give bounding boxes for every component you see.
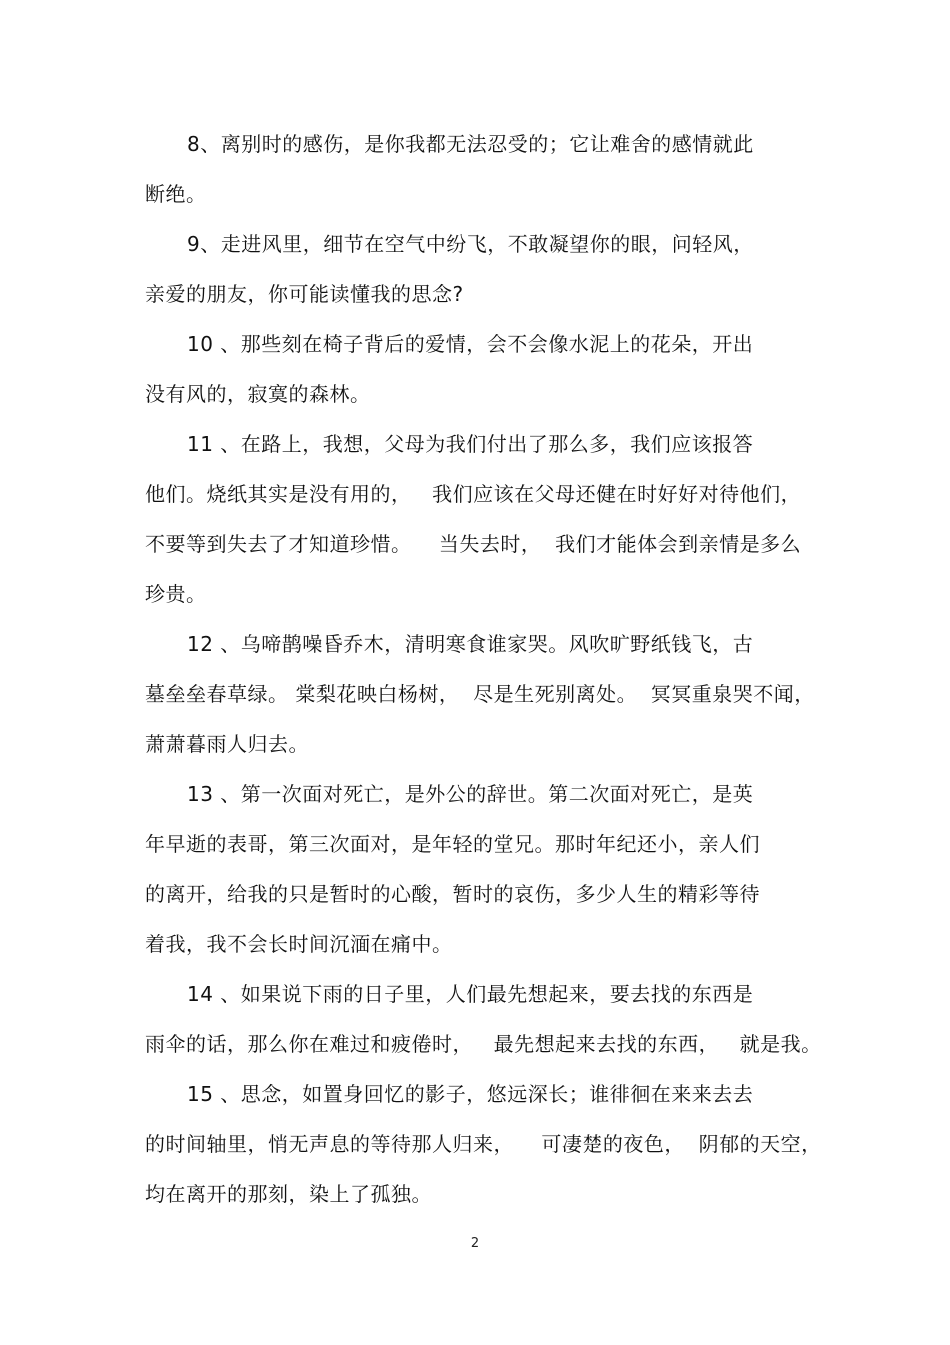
paragraph-12-line-3: 萧萧暮雨人归去。 <box>145 732 309 756</box>
paragraph-13-line-3: 的离开，给我的只是暂时的心酸，暂时的哀伤，多少人生的精彩等待 <box>145 882 760 906</box>
paragraph-8-line-1: 8、离别时的感伤，是你我都无法忍受的；它让难舍的感情就此 <box>187 132 754 156</box>
paragraph-11-line-3: 不要等到失去了才知道珍惜。 当失去时， 我们才能体会到亲情是多么 <box>145 532 802 556</box>
paragraph-9-line-1: 9、走进风里，细节在空气中纷飞，不敢凝望你的眼，问轻风， <box>187 232 754 256</box>
page-number: 2 <box>470 1236 480 1251</box>
paragraph-10-line-2: 没有风的，寂寞的森林。 <box>145 382 371 406</box>
paragraph-14-line-2: 雨伞的话，那么你在难过和疲倦时， 最先想起来去找的东西， 就是我。 <box>145 1032 822 1056</box>
paragraph-15-line-3: 均在离开的那刻，染上了孤独。 <box>145 1182 432 1206</box>
paragraph-12-line-1: 12 、乌啼鹊噪昏乔木，清明寒食谁家哭。风吹旷野纸钱飞，古 <box>187 632 754 656</box>
paragraph-11-line-1: 11 、在路上，我想，父母为我们付出了那么多，我们应该报答 <box>187 432 754 456</box>
paragraph-15-line-2: 的时间轴里，悄无声息的等待那人归来， 可凄楚的夜色， 阴郁的天空， <box>145 1132 822 1156</box>
paragraph-13-line-2: 年早逝的表哥，第三次面对，是年轻的堂兄。那时年纪还小，亲人们 <box>145 832 760 856</box>
paragraph-9-line-2: 亲爱的朋友，你可能读懂我的思念? <box>145 282 464 306</box>
paragraph-15-line-1: 15 、思念，如置身回忆的影子，悠远深长；谁徘徊在来来去去 <box>187 1082 754 1106</box>
paragraph-11-line-2: 他们。烧纸其实是没有用的， 我们应该在父母还健在时好好对待他们， <box>145 482 802 506</box>
paragraph-13-line-4: 着我，我不会长时间沉湎在痛中。 <box>145 932 453 956</box>
paragraph-12-line-2: 墓垒垒春草绿。 棠梨花映白杨树， 尽是生死别离处。 冥冥重泉哭不闻， <box>145 682 815 706</box>
paragraph-13-line-1: 13 、第一次面对死亡，是外公的辞世。第二次面对死亡，是英 <box>187 782 754 806</box>
paragraph-14-line-1: 14 、如果说下雨的日子里，人们最先想起来，要去找的东西是 <box>187 982 754 1006</box>
paragraph-10-line-1: 10 、那些刻在椅子背后的爱情，会不会像水泥上的花朵，开出 <box>187 332 754 356</box>
paragraph-8-line-2: 断绝。 <box>145 182 207 206</box>
paragraph-11-line-4: 珍贵。 <box>145 582 207 606</box>
